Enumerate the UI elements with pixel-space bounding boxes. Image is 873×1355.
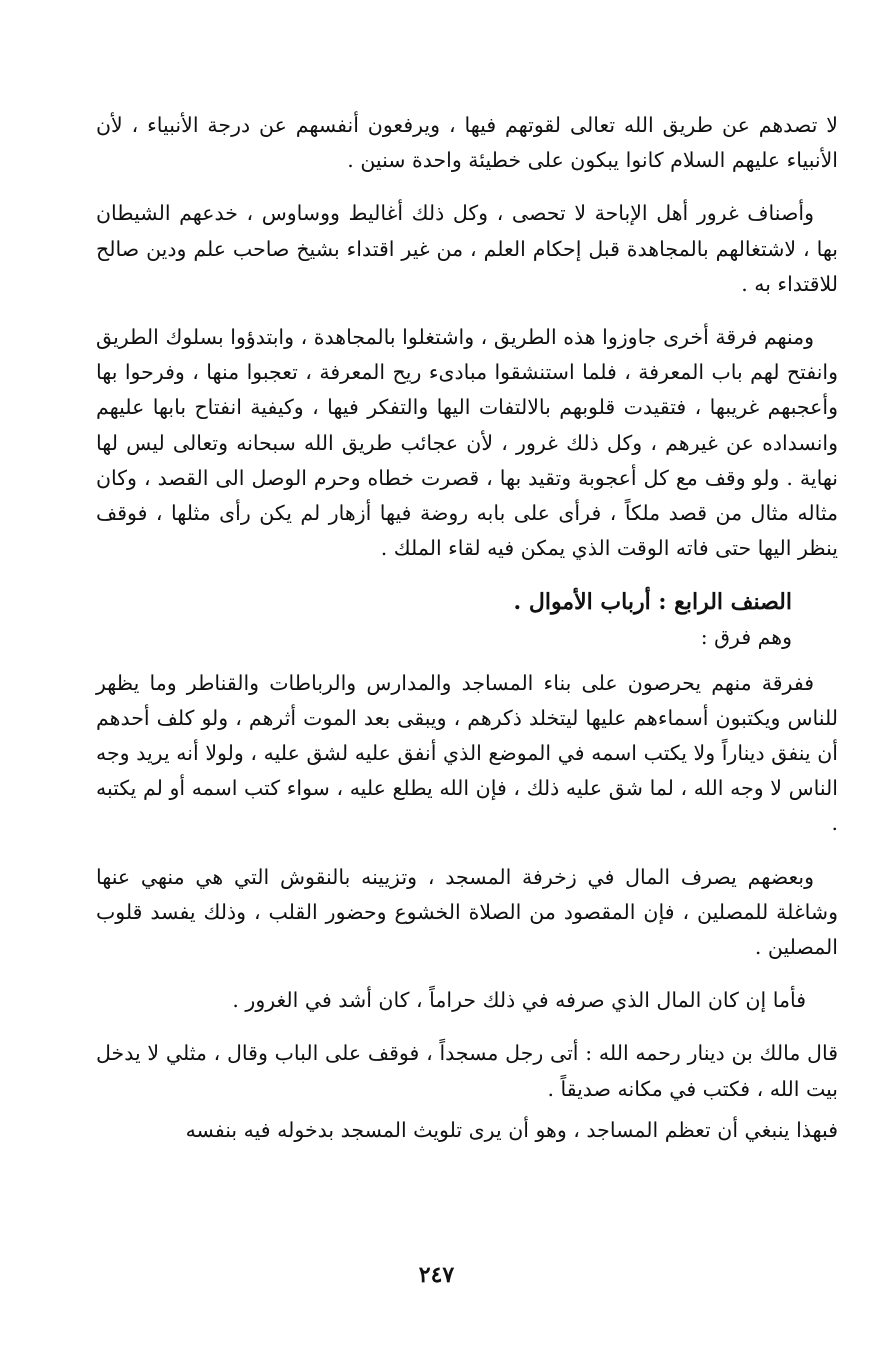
paragraph-ibaha: وأصناف غرور أهل الإباحة لا تحصى ، وكل ذلك أغاليط ووساوس ، خدعهم الشيطان بها ، لاشتغالهم بالمجاهدة قبل إحكام العلم ، من غير اقتداء بشيخ صاحب علم ودين صالح للاقتداء به . [96, 201, 838, 296]
paragraph-haram: فأما إن كان المال الذي صرفه في ذلك حراماً ، كان أشد في الغرور . [232, 988, 806, 1013]
page-body [96, 108, 838, 1154]
paragraph-conclusion: فبهذا ينبغي أن تعظم المساجد ، وهو أن يرى تلويث المسجد بدخوله فيه بنفسه [185, 1117, 838, 1142]
section-heading: الصنف الرابع : أرباب الأموال . [513, 589, 792, 616]
paragraph-decoration: وبعضهم يصرف المال في زخرفة المسجد ، وتزيينه بالنقوش التي هي منهي عنها وشاغلة للمصلين ، فإن المقصود من الصلاة الخشوع وحضور القلب ، وذلك يفسد قلوب المصلين . [96, 864, 838, 960]
page-number: ٢٤٧ [418, 1262, 455, 1288]
section-subline: وهم فرق : [700, 625, 792, 650]
paragraph-mosques: ففرقة منهم يحرصون على بناء المساجد والمدارس والرباطات والقناطر وما يظهر للناس ويكتبون أسماءهم عليها ليتخلد ذكرهم ، ويبقى بعد الموت أثرهم ، ولو كلف أحدهم أن ينفق ديناراً ولا يكتب اسمه في الموضع الذي أنفق عليه لشق عليه ، ولولا أنه يريد وجه الناس لا وجه الله ، لما شق عليه ذلك ، فإن الله يطلع عليه ، سواء كتب اسمه أو لم يكتبه . [96, 670, 838, 836]
paragraph-marifa: ومنهم فرقة أخرى جاوزوا هذه الطريق ، واشتغلوا بالمجاهدة ، وابتدؤوا بسلوك الطريق وانفتح لهم باب المعرفة ، فلما استنشقوا مبادىء ريح المعرفة ، تعجبوا منها ، وفرحوا بها وأعجبهم غريبها ، فتقيدت قلوبهم بالالتفات اليها والتفكر فيها ، وكيفية انفتاح بابها عليهم وانسداده عن غيرهم ، وكل ذلك غرور ، لأن عجائب طريق الله سبحانه وتعالى ليس لها نهاية . ولو وقف مع كل أعجوبة وتقيد بها ، قصرت خطاه وحرم الوصل الى القصد ، وكان مثاله مثال من قصد ملكاً ، فرأى على بابه روضة فيها أزهار لم يكن رأى مثلها ، فوقف ينظر اليها حتى فاته الوقت الذي يمكن فيه لقاء الملك . [96, 325, 838, 561]
paragraph-malik: قال مالك بن دينار رحمه الله : أتى رجل مسجداً ، فوقف على الباب وقال ، مثلي لا يدخل بيت الله ، فكتب في مكانه صديقاً . [96, 1041, 838, 1101]
paragraph-prophets: لا تصدهم عن طريق الله تعالى لقوتهم فيها ، ويرفعون أنفسهم عن درجة الأنبياء ، لأن الأنبياء عليهم السلام كانوا يبكون على خطيئة واحدة سنين . [96, 113, 838, 173]
